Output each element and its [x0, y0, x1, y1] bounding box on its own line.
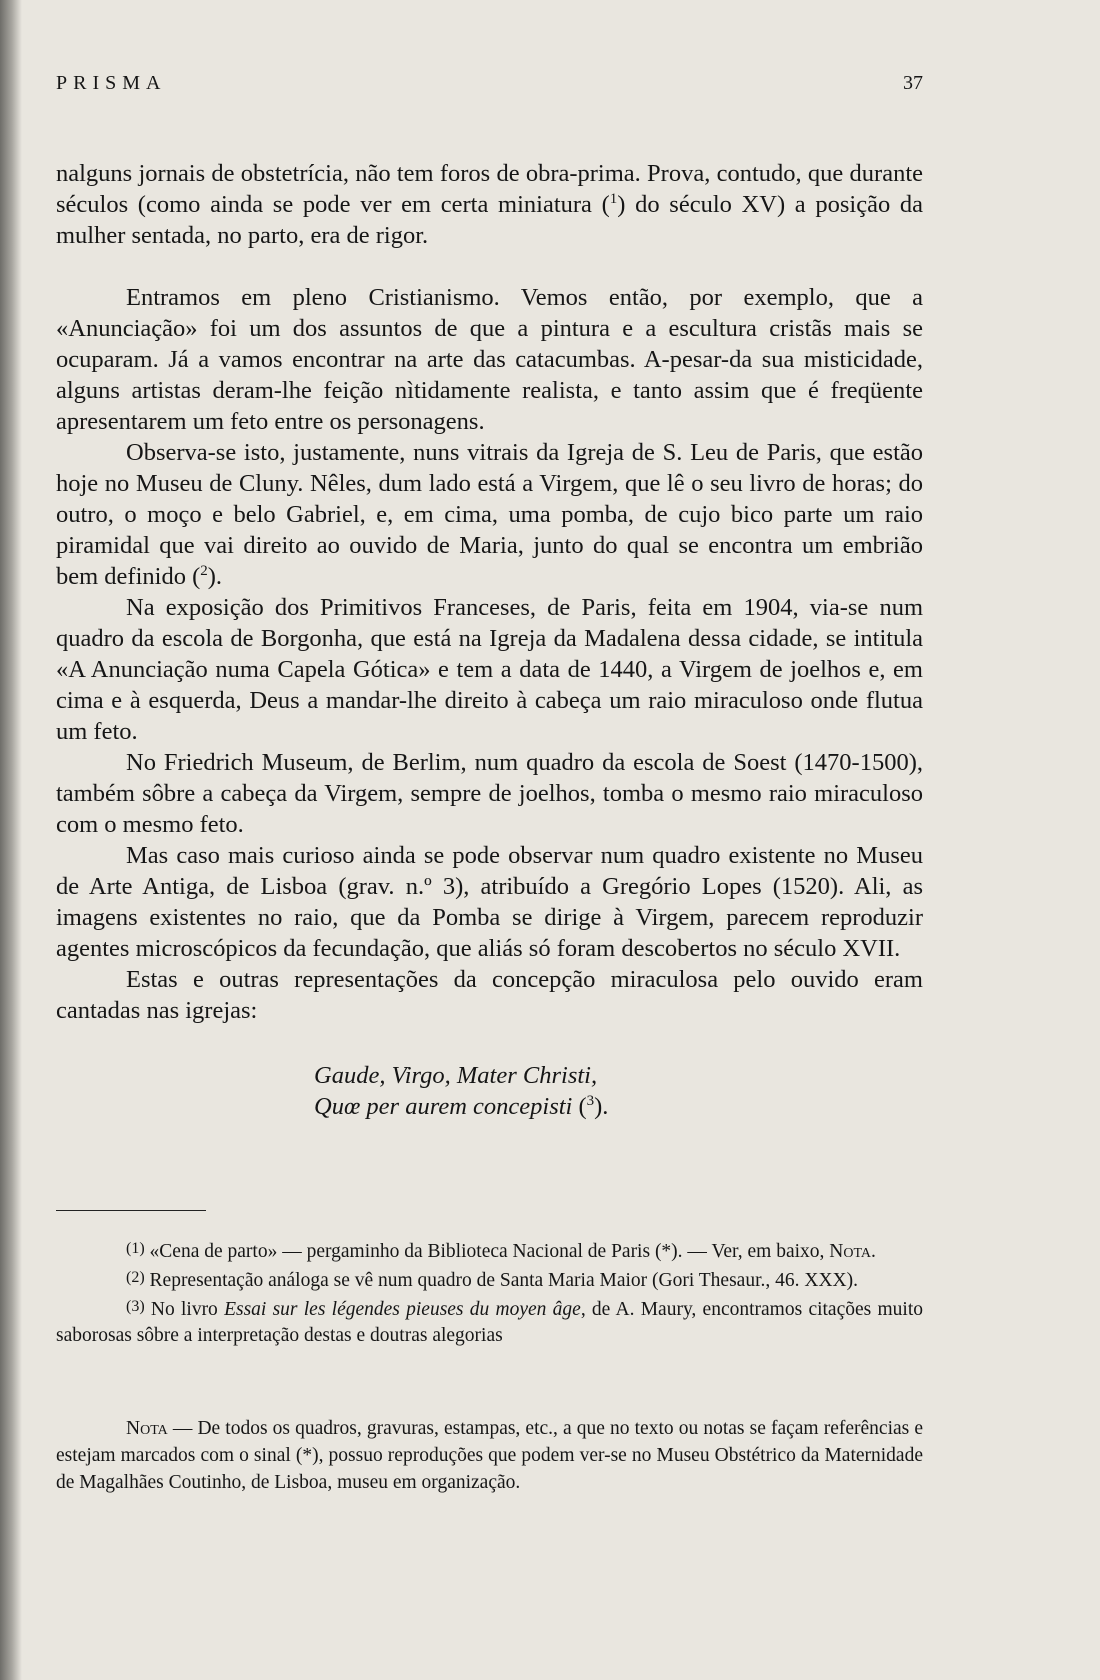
verse-line-1: Gaude, Virgo, Mater Christi,	[314, 1062, 598, 1089]
latin-verse	[314, 1060, 923, 1122]
paragraph-5: No Friedrich Museum, de Berlim, num quadro da escola de Soest (1470-1500), também sôbre a cabeça da Virgem, sempre de joelhos, tomba o mesmo raio miraculoso com o mesmo feto.	[56, 749, 923, 838]
footnote-1: $^{(1)}$ «Cena de parto» — pergaminho da Biblioteca Nacional de Paris (*). — Ver, em baixo, Nota.	[126, 1240, 876, 1262]
verse-line-2: Quœ per aurem concepisti ($^3$).	[314, 1092, 609, 1120]
paragraph-6: Mas caso mais curioso ainda se pode observar num quadro existente no Museu de Arte Antiga, de Lisboa (grav. n.º 3), atribuído a Gregório Lopes (1520). Ali, as imagens existentes no raio, que da Pomba se dirige à Virgem, parecem reproduzir agentes microscópicos da fecundação, que aliás só foram descobertos no século XVII.	[56, 842, 923, 962]
footnote-ref-3: 3	[586, 1092, 595, 1109]
body-text	[56, 158, 923, 1122]
paragraph-2: Entramos em pleno Cristianismo. Vemos então, por exemplo, que a «Anunciação» foi um dos assuntos de que a pintura e a escultura cristãs mais se ocuparam. Já a vamos encontrar na arte das catacumbas. A-pesar-da sua misticidade, alguns artistas deram-lhe feição nìtidamente realista, e tanto assim que é freqüente apresentarem um feto entre os personagens.	[56, 284, 923, 435]
paragraph-7: Estas e outras representações da concepção miraculosa pelo ouvido eram cantadas nas igrejas:	[56, 966, 923, 1024]
page-number: 37	[903, 72, 923, 94]
running-head: PRISMA	[56, 72, 167, 94]
paragraph-3: Observa-se isto, justamente, nuns vitrais da Igreja de S. Leu de Paris, que estão hoje no Museu de Cluny. Nêles, dum lado está a Virgem, que lê o seu livro de horas; do outro, o moço e belo Gabriel, e, em cima, uma pomba, de cujo bico parte um raio piramidal que vai direito ao ouvido de Maria, junto do qual se encontra um embrião bem definido ($^2$).	[56, 439, 923, 590]
footnote-rule	[56, 1210, 206, 1211]
footnote-ref-2: 2	[200, 562, 208, 579]
paragraph-4: Na exposição dos Primitivos Franceses, de Paris, feita em 1904, via-se num quadro da escola de Borgonha, que está na Igreja da Madalena dessa cidade, se intitula «A Anunciação numa Capela Gótica» e tem a data de 1440, a Virgem de joelhos e, em cima e à esquerda, Deus a mandar-lhe direito à cabeça um raio miraculoso onde flutua um feto.	[56, 594, 923, 745]
footnotes	[56, 1236, 923, 1349]
footnote-ref-1: 1	[609, 190, 618, 207]
note-text: — De todos os quadros, gravuras, estampas, etc., a que no texto ou notas se façam referências e estejam marcados com o sinal (*), possuo reproduções que podem ver-se no Museu Obstétrico da Maternidade de Magalhães Coutinho, de Lisboa, museu em organização.	[56, 1418, 923, 1493]
footnote-3: $^{(3)}$ No livro Essai sur les légendes pieuses du moyen âge, de A. Maury, encontramos citações muito saborosas sôbre a interpretação destas e doutras alegorias	[56, 1298, 923, 1346]
editorial-note	[56, 1415, 923, 1496]
page-header	[56, 72, 923, 102]
paragraph-1: nalguns jornais de obstetrícia, não tem foros de obra-prima. Prova, contudo, que durante séculos (como ainda se pode ver em certa miniatura ($^1$) do século XV) a posição da mulher sentada, no parto, era de rigor.	[56, 160, 923, 249]
note-label: Nota	[126, 1418, 168, 1439]
footnote-2: $^{(2)}$ Representação análoga se vê num quadro de Santa Maria Maior (Gori Thesaur., 46. XXX).	[126, 1269, 858, 1291]
book-page	[56, 0, 923, 1680]
book-spine-shadow	[0, 0, 22, 1680]
